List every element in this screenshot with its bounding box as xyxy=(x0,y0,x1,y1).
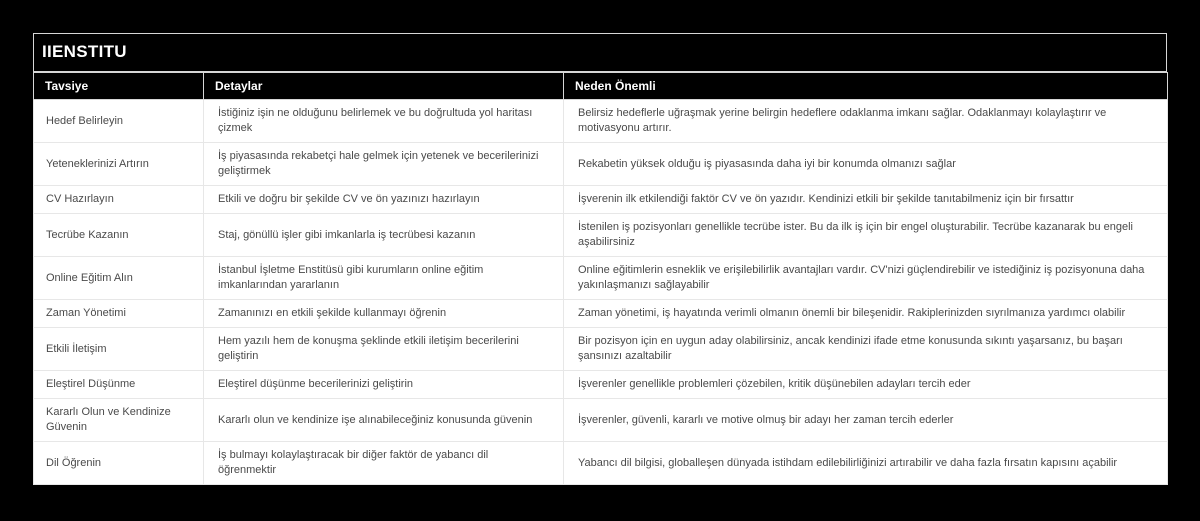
column-header-tavsiye: Tavsiye xyxy=(34,73,204,100)
cell-neden-onemli: İşverenler, güvenli, kararlı ve motive olmuş bir adayı her zaman tercih ederler xyxy=(564,399,1168,442)
cell-neden-onemli: İşverenler genellikle problemleri çözebilen, kritik düşünebilen adayları tercih eder xyxy=(564,371,1168,399)
cell-tavsiye: Hedef Belirleyin xyxy=(34,100,204,143)
cell-detaylar: Hem yazılı hem de konuşma şeklinde etkili iletişim becerilerini geliştirin xyxy=(204,328,564,371)
cell-neden-onemli: Yabancı dil bilgisi, globalleşen dünyada istihdam edilebilirliğinizi artırabilir ve daha fazla fırsatın kapısını açabilir xyxy=(564,442,1168,485)
cell-tavsiye: Tecrübe Kazanın xyxy=(34,214,204,257)
column-header-detaylar: Detaylar xyxy=(204,73,564,100)
advice-table xyxy=(33,72,1168,485)
cell-detaylar: İstiğiniz işin ne olduğunu belirlemek ve bu doğrultuda yol haritası çizmek xyxy=(204,100,564,143)
cell-neden-onemli: İstenilen iş pozisyonları genellikle tecrübe ister. Bu da ilk iş için bir engel oluşturabilir. Tecrübe kazanarak bu engeli aşabilirsiniz xyxy=(564,214,1168,257)
table-row xyxy=(34,442,1168,485)
cell-tavsiye: Online Eğitim Alın xyxy=(34,257,204,300)
cell-detaylar: Zamanınızı en etkili şekilde kullanmayı öğrenin xyxy=(204,300,564,328)
cell-neden-onemli: Online eğitimlerin esneklik ve erişilebilirlik avantajları vardır. CV'nizi güçlendirebilir ve istediğiniz iş pozisyonuna daha yakınlaşmanızı sağlayabilir xyxy=(564,257,1168,300)
column-header-neden-onemli: Neden Önemli xyxy=(564,73,1168,100)
advice-table-card xyxy=(33,33,1167,485)
cell-detaylar: Kararlı olun ve kendinize işe alınabileceğiniz konusunda güvenin xyxy=(204,399,564,442)
cell-detaylar: Staj, gönüllü işler gibi imkanlarla iş tecrübesi kazanın xyxy=(204,214,564,257)
cell-detaylar: İş bulmayı kolaylaştıracak bir diğer faktör de yabancı dil öğrenmektir xyxy=(204,442,564,485)
table-row xyxy=(34,100,1168,143)
cell-tavsiye: CV Hazırlayın xyxy=(34,186,204,214)
cell-detaylar: Etkili ve doğru bir şekilde CV ve ön yazınızı hazırlayın xyxy=(204,186,564,214)
cell-tavsiye: Kararlı Olun ve Kendinize Güvenin xyxy=(34,399,204,442)
cell-tavsiye: Yeteneklerinizi Artırın xyxy=(34,143,204,186)
cell-detaylar: İş piyasasında rekabetçi hale gelmek için yetenek ve becerilerinizi geliştirmek xyxy=(204,143,564,186)
table-row xyxy=(34,371,1168,399)
cell-neden-onemli: Rekabetin yüksek olduğu iş piyasasında daha iyi bir konumda olmanızı sağlar xyxy=(564,143,1168,186)
table-row xyxy=(34,214,1168,257)
table-row xyxy=(34,399,1168,442)
cell-tavsiye: Dil Öğrenin xyxy=(34,442,204,485)
table-row xyxy=(34,300,1168,328)
cell-tavsiye: Zaman Yönetimi xyxy=(34,300,204,328)
table-title: IIENSTITU xyxy=(33,33,1167,72)
cell-neden-onemli: İşverenin ilk etkilendiği faktör CV ve ön yazıdır. Kendinizi etkili bir şekilde tanıtabilmeniz için bir fırsattır xyxy=(564,186,1168,214)
cell-neden-onemli: Bir pozisyon için en uygun aday olabilirsiniz, ancak kendinizi ifade etme konusunda sıkıntı yaşarsanız, bu başarı şansınızı azaltabilir xyxy=(564,328,1168,371)
cell-detaylar: İstanbul İşletme Enstitüsü gibi kurumların online eğitim imkanlarından yararlanın xyxy=(204,257,564,300)
cell-neden-onemli: Zaman yönetimi, iş hayatında verimli olmanın önemli bir bileşenidir. Rakiplerinizden sıyrılmanıza yardımcı olabilir xyxy=(564,300,1168,328)
cell-neden-onemli: Belirsiz hedeflerle uğraşmak yerine belirgin hedeflere odaklanma imkanı sağlar. Odaklanmayı kolaylaştırır ve motivasyonu artırır. xyxy=(564,100,1168,143)
header-row xyxy=(34,73,1168,100)
cell-tavsiye: Etkili İletişim xyxy=(34,328,204,371)
table-row xyxy=(34,257,1168,300)
cell-detaylar: Eleştirel düşünme becerilerinizi geliştirin xyxy=(204,371,564,399)
table-row xyxy=(34,186,1168,214)
table-row xyxy=(34,143,1168,186)
cell-tavsiye: Eleştirel Düşünme xyxy=(34,371,204,399)
table-row xyxy=(34,328,1168,371)
table-body xyxy=(34,100,1168,485)
